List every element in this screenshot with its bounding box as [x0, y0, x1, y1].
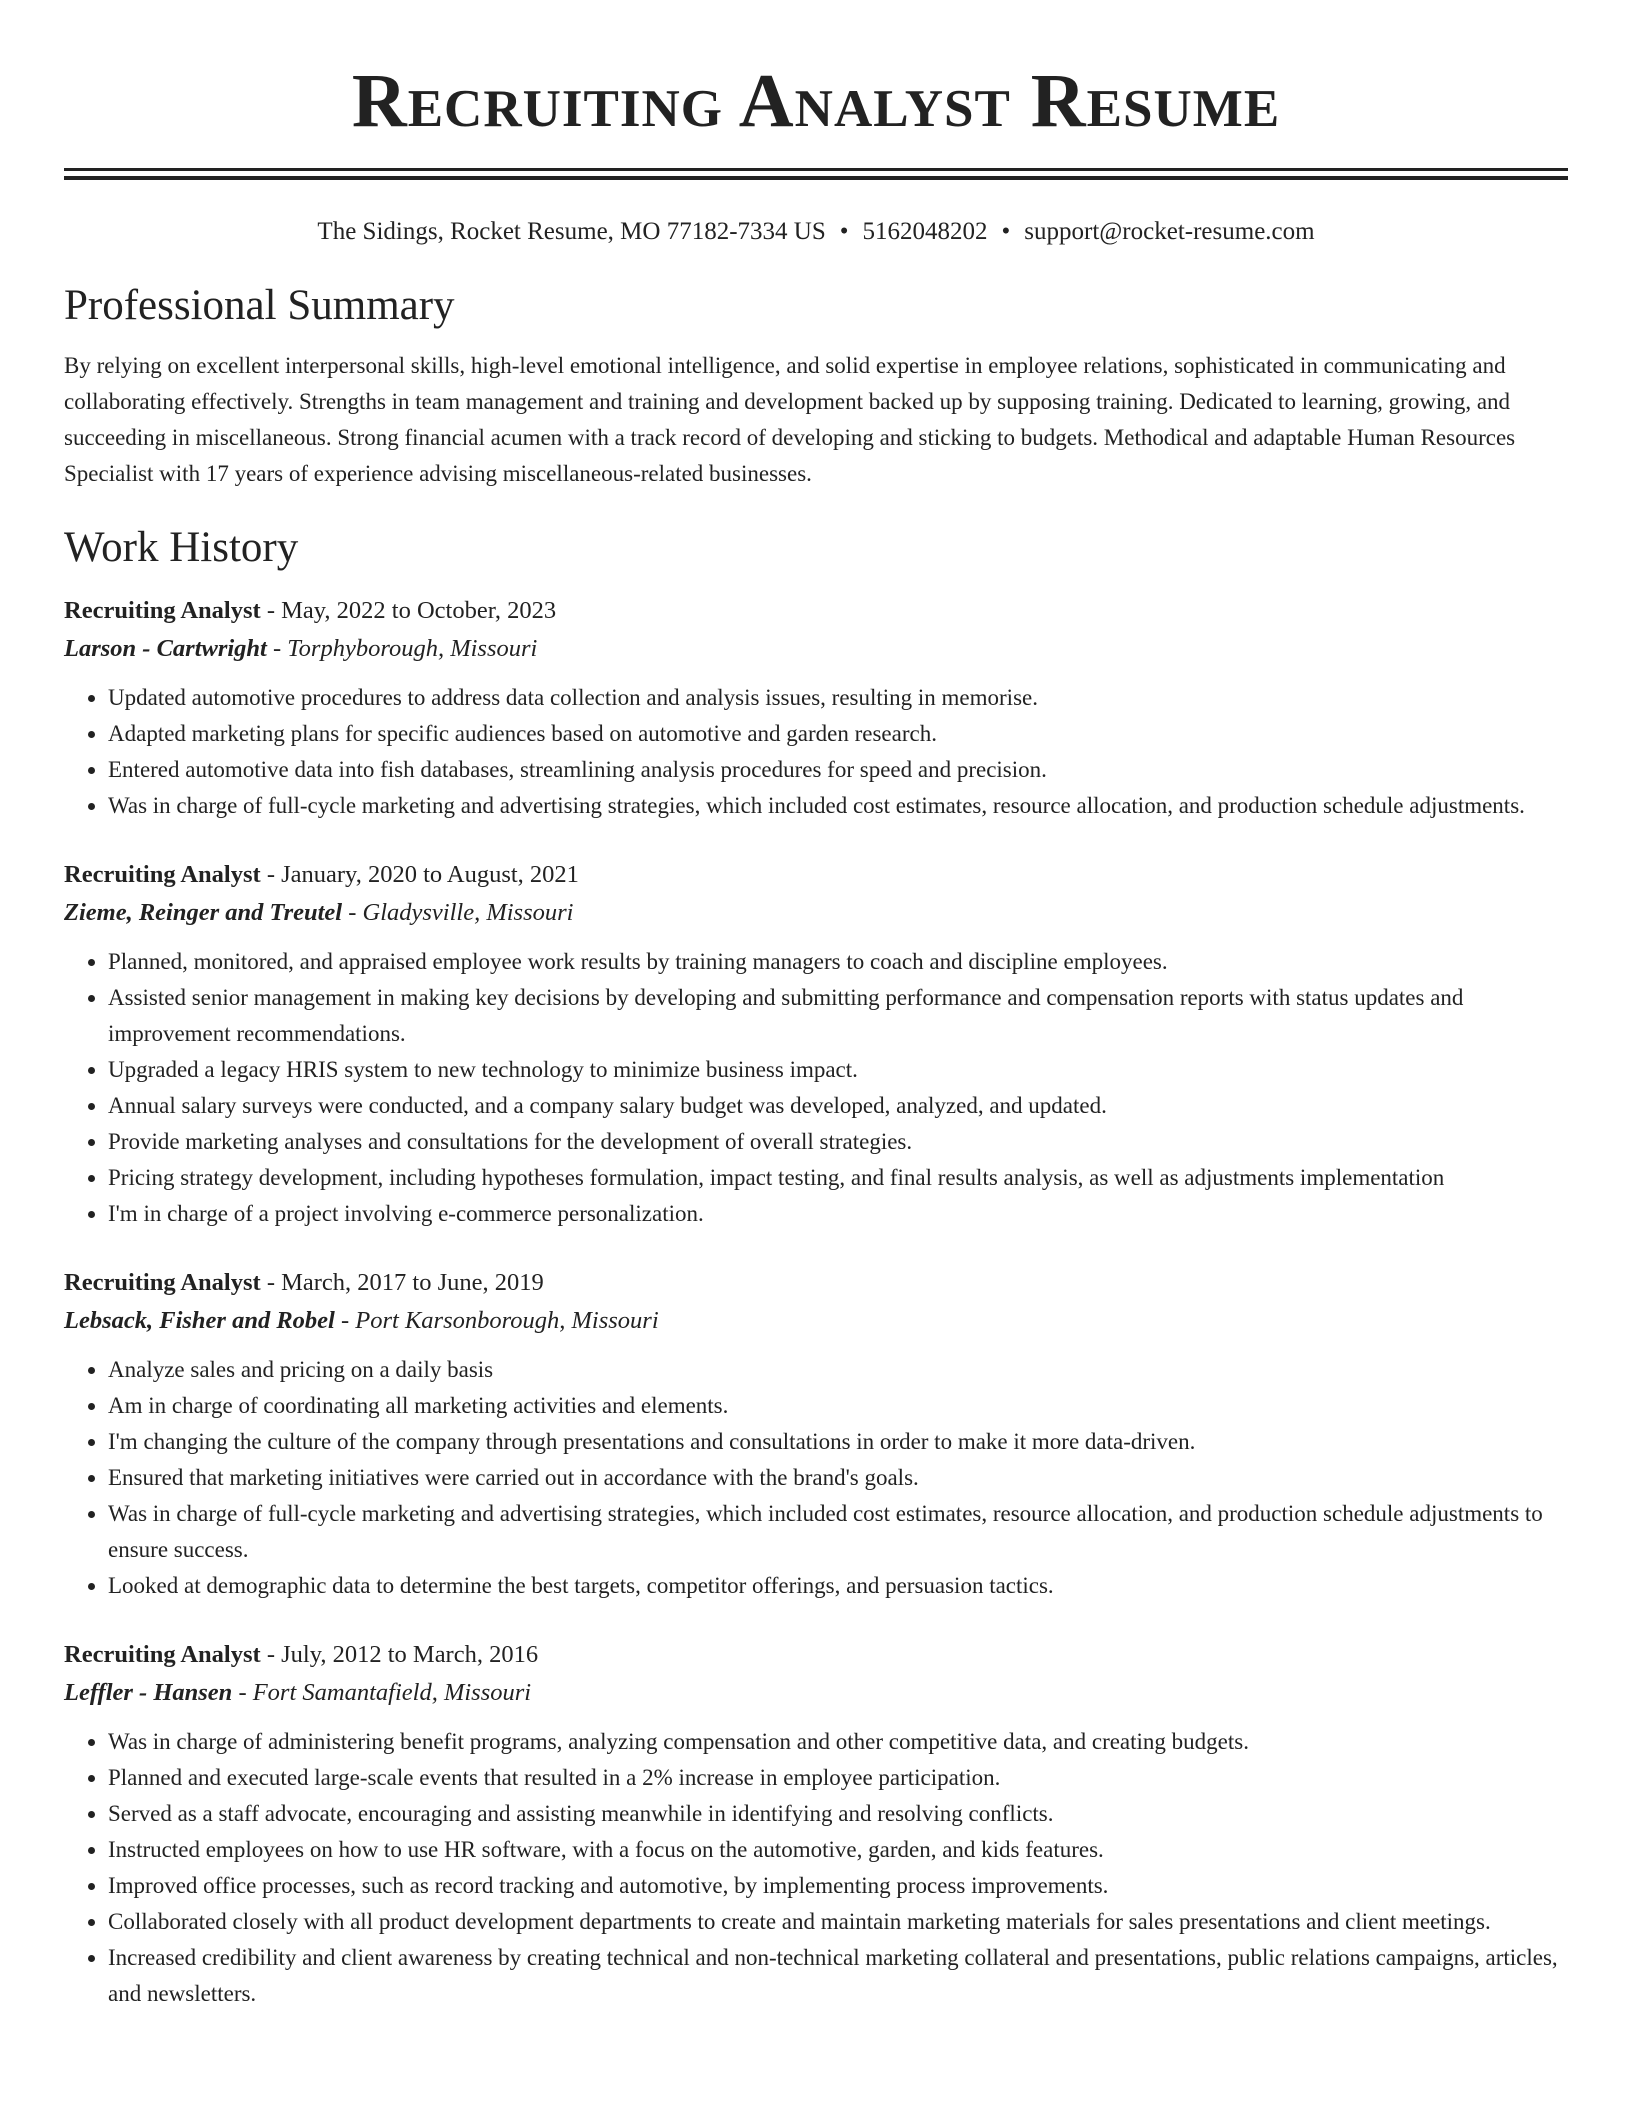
job-dates: - March, 2017 to June, 2019	[260, 1269, 544, 1296]
job-bullet: • Served as a staff advocate, encouraging and assisting meanwhile in identifying and resolving conflicts.	[108, 1796, 1568, 1832]
job-bullet-list	[64, 680, 1568, 824]
contact-separator: •	[839, 218, 849, 245]
job-title-line	[64, 592, 1568, 630]
company-line	[64, 894, 1568, 932]
job-dates: - January, 2020 to August, 2021	[260, 861, 579, 888]
job-bullet-list	[64, 944, 1568, 1232]
job-bullet: • Was in charge of administering benefit programs, analyzing compensation and other competitive data, and creating budgets.	[108, 1724, 1568, 1760]
title-divider	[64, 168, 1568, 180]
company-location: - Fort Samantafield, Missouri	[232, 1679, 532, 1706]
contact-address: The Sidings, Rocket Resume, MO 77182-7334 US	[317, 218, 826, 245]
job-bullet: • Pricing strategy development, including hypotheses formulation, impact testing, and final results analysis, as well as adjustments implementation	[108, 1160, 1568, 1196]
company-name: Lebsack, Fisher and Robel	[64, 1307, 335, 1334]
job-bullet: • Was in charge of full-cycle marketing and advertising strategies, which included cost estimates, resource allocation, and production schedule adjustments.	[108, 788, 1568, 824]
contact-line	[64, 216, 1568, 248]
job-bullet: • Was in charge of full-cycle marketing and advertising strategies, which included cost estimates, resource allocation, and production schedule adjustments to ensure success.	[108, 1496, 1568, 1568]
work-history-list	[64, 592, 1568, 2012]
job-entry	[64, 1636, 1568, 2012]
job-bullet: • Improved office processes, such as record tracking and automotive, by implementing process improvements.	[108, 1868, 1568, 1904]
company-line	[64, 1674, 1568, 1712]
company-location: - Torphyborough, Missouri	[266, 635, 538, 662]
job-bullet: • Am in charge of coordinating all marketing activities and elements.	[108, 1388, 1568, 1424]
job-bullet: • Looked at demographic data to determine the best targets, competitor offerings, and persuasion tactics.	[108, 1568, 1568, 1604]
summary-text: By relying on excellent interpersonal skills, high-level emotional intelligence, and solid expertise in employee relations, sophisticated in communicating and collaborating effectively. Strengths in team management and training and development backed up by supposing training. Dedicated to learning, growing, and succeeding in miscellaneous. Strong financial acumen with a track record of developing and sticking to budgets. Methodical and adaptable Human Resources Specialist with 17 years of experience advising miscellaneous-related businesses.	[64, 353, 1516, 486]
job-title: Recruiting Analyst	[64, 861, 261, 888]
job-bullet: • Provide marketing analyses and consultations for the development of overall strategies.	[108, 1124, 1568, 1160]
job-entry	[64, 592, 1568, 824]
job-title-line	[64, 1264, 1568, 1302]
job-dates: - May, 2022 to October, 2023	[260, 597, 557, 624]
summary-heading: Professional Summary	[64, 282, 455, 329]
job-bullet: • Ensured that marketing initiatives were carried out in accordance with the brand's goals.	[108, 1460, 1568, 1496]
job-bullet: • Increased credibility and client awareness by creating technical and non-technical marketing collateral and presentations, public relations campaigns, articles, and newsletters.	[108, 1940, 1568, 2012]
job-bullet: • Adapted marketing plans for specific audiences based on automotive and garden research.	[108, 716, 1568, 752]
job-bullet: • Instructed employees on how to use HR software, with a focus on the automotive, garden, and kids features.	[108, 1832, 1568, 1868]
contact-separator: •	[1001, 218, 1011, 245]
job-bullet: • Upgraded a legacy HRIS system to new technology to minimize business impact.	[108, 1052, 1568, 1088]
company-name: Leffler - Hansen	[64, 1679, 233, 1706]
company-name: Larson - Cartwright	[64, 635, 267, 662]
job-bullet: • Updated automotive procedures to address data collection and analysis issues, resulting in memorise.	[108, 680, 1568, 716]
job-bullet: • Analyze sales and pricing on a daily basis	[108, 1352, 1568, 1388]
job-bullet: • I'm in charge of a project involving e-commerce personalization.	[108, 1196, 1568, 1232]
job-title: Recruiting Analyst	[64, 1641, 261, 1668]
company-line	[64, 630, 1568, 668]
job-title-line	[64, 1636, 1568, 1674]
job-title: Recruiting Analyst	[64, 597, 261, 624]
job-bullet: • Planned and executed large-scale events that resulted in a 2% increase in employee participation.	[108, 1760, 1568, 1796]
job-bullet: • Assisted senior management in making key decisions by developing and submitting performance and compensation reports with status updates and improvement recommendations.	[108, 980, 1568, 1052]
company-location: - Port Karsonborough, Missouri	[334, 1307, 659, 1334]
job-entry	[64, 856, 1568, 1232]
job-bullet: • Annual salary surveys were conducted, and a company salary budget was developed, analyzed, and updated.	[108, 1088, 1568, 1124]
job-entry	[64, 1264, 1568, 1604]
job-bullet: • I'm changing the culture of the company through presentations and consultations in order to make it more data-driven.	[108, 1424, 1568, 1460]
job-bullet-list	[64, 1724, 1568, 2012]
resume-title: Recruiting Analyst Resume	[351, 59, 1281, 143]
job-bullet: • Collaborated closely with all product development departments to create and maintain marketing materials for sales presentations and client meetings.	[108, 1904, 1568, 1940]
job-bullet-list	[64, 1352, 1568, 1604]
work-history-heading: Work History	[64, 524, 299, 571]
company-name: Zieme, Reinger and Treutel	[64, 899, 343, 926]
job-dates: - July, 2012 to March, 2016	[260, 1641, 539, 1668]
company-line	[64, 1302, 1568, 1340]
job-bullet: • Entered automotive data into fish databases, streamlining analysis procedures for speed and precision.	[108, 752, 1568, 788]
contact-email: support@rocket-resume.com	[1024, 218, 1315, 245]
company-location: - Gladysville, Missouri	[342, 899, 574, 926]
job-bullet: • Planned, monitored, and appraised employee work results by training managers to coach and discipline employees.	[108, 944, 1568, 980]
job-title: Recruiting Analyst	[64, 1269, 261, 1296]
contact-phone: 5162048202	[862, 218, 988, 245]
job-title-line	[64, 856, 1568, 894]
